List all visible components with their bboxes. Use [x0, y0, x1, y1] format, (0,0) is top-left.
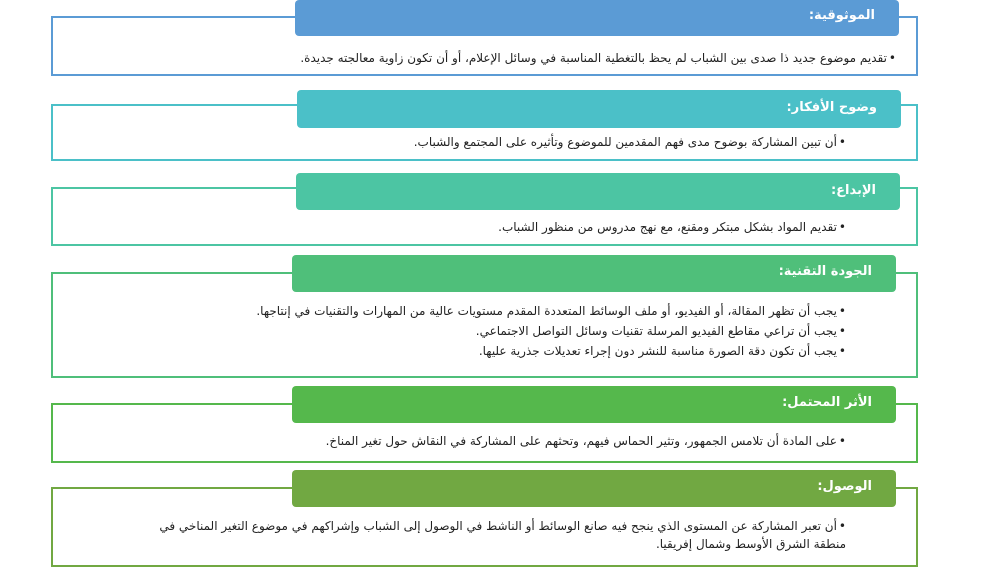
criterion-list: [53, 132, 846, 152]
criterion-authenticity: [51, 0, 918, 78]
criterion-creativity: [51, 173, 918, 247]
criterion-list: [133, 517, 846, 553]
criterion-title-bar: الإبداع:: [296, 173, 900, 210]
criterion-item: • يجب أن تراعي مقاطع الفيديو المرسلة تقنيات وسائل التواصل الاجتماعي.: [53, 321, 846, 341]
criterion-item: • يجب أن تكون دقة الصورة مناسبة للنشر دون إجراء تعديلات جذرية عليها.: [53, 341, 846, 361]
criterion-title-bar: وضوح الأفكار:: [297, 90, 901, 128]
criterion-item: • تقديم المواد بشكل مبتكر ومقنع، مع نهج مدروس من منظور الشباب.: [53, 217, 846, 237]
criterion-clarity: [51, 90, 918, 162]
criterion-technical-quality: [51, 255, 918, 379]
criterion-list: [53, 301, 846, 361]
criterion-list: [53, 431, 846, 451]
criterion-item: • أن تعبر المشاركة عن المستوى الذي ينجح فيه صانع الوسائط أو الناشط في الوصول إلى الشباب وإشراكهم في موضوع التغير المناخي في منطقة الشرق الأوسط وشمال إفريقيا.: [133, 517, 846, 553]
criterion-title-bar: الموثوقية:: [295, 0, 899, 36]
criterion-title-bar: الوصول:: [292, 470, 896, 507]
criterion-title-bar: الجودة التقنية:: [292, 255, 896, 292]
criterion-reach: [51, 470, 918, 567]
criterion-item: • تقديم موضوع جديد ذا صدى بين الشباب لم يحظ بالتغطية المناسبة في وسائل الإعلام، أو أن تكون زاوية معالجته جديدة.: [53, 48, 896, 68]
criterion-item: • أن تبين المشاركة بوضوح مدى فهم المقدمين للموضوع وتأثيره على المجتمع والشباب.: [53, 132, 846, 152]
criterion-item: • على المادة أن تلامس الجمهور، وتثير الحماس فيهم، وتحثهم على المشاركة في النقاش حول تغير المناخ.: [53, 431, 846, 451]
criterion-title-bar: الأثر المحتمل:: [292, 386, 896, 423]
criterion-list: [53, 217, 846, 237]
criterion-item: • يجب أن تظهر المقالة، أو الفيديو، أو ملف الوسائط المتعددة المقدم مستويات عالية من المهارات والتقنيات في إنتاجها.: [53, 301, 846, 321]
criterion-list: [53, 48, 896, 68]
criterion-impact: [51, 386, 918, 464]
